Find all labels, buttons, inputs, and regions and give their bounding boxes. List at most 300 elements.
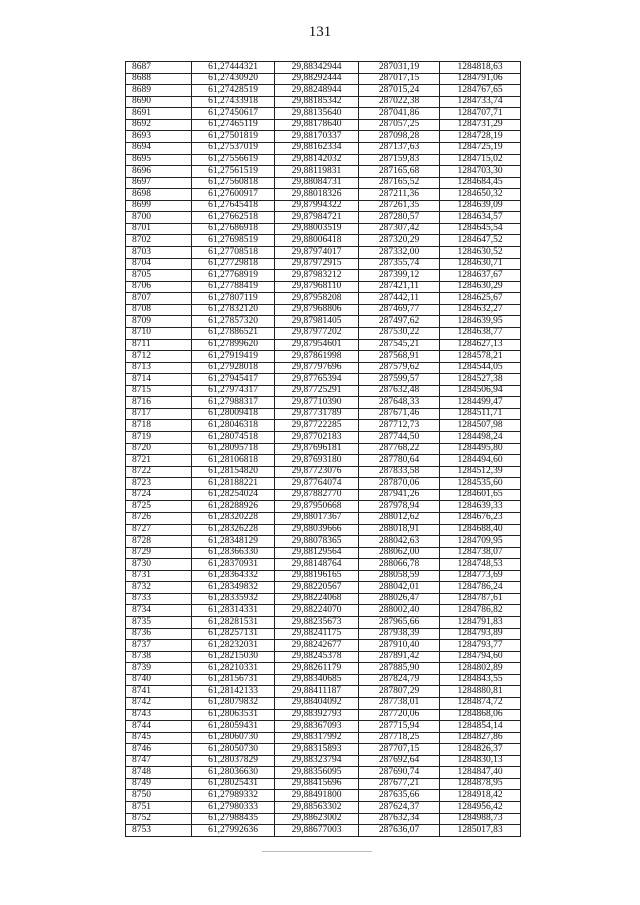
table-row [126, 640, 521, 652]
y-coordinate-cell: 1284731,29 [440, 119, 521, 131]
table-row [126, 142, 521, 154]
longitude-cell: 29,87764074 [275, 478, 359, 490]
longitude-cell: 29,88119831 [275, 166, 359, 178]
table-row [126, 790, 521, 802]
y-coordinate-cell: 1284630,71 [440, 258, 521, 270]
point-number-cell: 8696 [126, 166, 192, 178]
x-coordinate-cell: 287712,73 [359, 420, 440, 432]
x-coordinate-cell: 288062,00 [359, 547, 440, 559]
longitude-cell: 29,88084731 [275, 177, 359, 189]
longitude-cell: 29,87968806 [275, 304, 359, 316]
y-coordinate-cell: 1284703,30 [440, 166, 521, 178]
table-row [126, 536, 521, 548]
latitude-cell: 61,27708518 [192, 247, 275, 259]
longitude-cell: 29,88677003 [275, 825, 359, 837]
longitude-cell: 29,87954601 [275, 339, 359, 351]
longitude-cell: 29,88261179 [275, 663, 359, 675]
x-coordinate-cell: 287442,11 [359, 293, 440, 305]
y-coordinate-cell: 1284868,06 [440, 709, 521, 721]
x-coordinate-cell: 287720,06 [359, 709, 440, 721]
y-coordinate-cell: 1284645,54 [440, 223, 521, 235]
longitude-cell: 29,87797696 [275, 362, 359, 374]
longitude-cell: 29,88196165 [275, 570, 359, 582]
y-coordinate-cell: 1284688,40 [440, 524, 521, 536]
x-coordinate-cell: 287599,57 [359, 374, 440, 386]
latitude-cell: 61,28063531 [192, 709, 275, 721]
table-row [126, 767, 521, 779]
latitude-cell: 61,27537019 [192, 142, 275, 154]
x-coordinate-cell: 287355,74 [359, 258, 440, 270]
longitude-cell: 29,88135640 [275, 108, 359, 120]
table-row [126, 825, 521, 837]
table-row [126, 489, 521, 501]
x-coordinate-cell: 288066,78 [359, 559, 440, 571]
y-coordinate-cell: 1284715,02 [440, 154, 521, 166]
x-coordinate-cell: 287568,91 [359, 351, 440, 363]
longitude-cell: 29,87731789 [275, 408, 359, 420]
latitude-cell: 61,28074518 [192, 432, 275, 444]
latitude-cell: 61,27992636 [192, 825, 275, 837]
longitude-cell: 29,87765394 [275, 374, 359, 386]
longitude-cell: 29,88248944 [275, 85, 359, 97]
latitude-cell: 61,27788419 [192, 281, 275, 293]
x-coordinate-cell: 287017,15 [359, 73, 440, 85]
x-coordinate-cell: 287137,63 [359, 142, 440, 154]
latitude-cell: 61,28060730 [192, 732, 275, 744]
table-row [126, 778, 521, 790]
point-number-cell: 8722 [126, 466, 192, 478]
point-number-cell: 8750 [126, 790, 192, 802]
point-number-cell: 8706 [126, 281, 192, 293]
x-coordinate-cell: 287261,35 [359, 200, 440, 212]
table-row [126, 524, 521, 536]
point-number-cell: 8752 [126, 813, 192, 825]
latitude-cell: 61,27698519 [192, 235, 275, 247]
longitude-cell: 29,87950668 [275, 501, 359, 513]
table-row [126, 755, 521, 767]
latitude-cell: 61,27556619 [192, 154, 275, 166]
y-coordinate-cell: 1284527,38 [440, 374, 521, 386]
longitude-cell: 29,88491800 [275, 790, 359, 802]
table-row [126, 455, 521, 467]
longitude-cell: 29,87722285 [275, 420, 359, 432]
y-coordinate-cell: 1284507,98 [440, 420, 521, 432]
table-row [126, 339, 521, 351]
latitude-cell: 61,28046318 [192, 420, 275, 432]
x-coordinate-cell: 287399,12 [359, 270, 440, 282]
coordinates-table-body [126, 62, 521, 837]
table-row [126, 651, 521, 663]
table-row [126, 582, 521, 594]
x-coordinate-cell: 287057,25 [359, 119, 440, 131]
latitude-cell: 61,27945417 [192, 374, 275, 386]
table-row [126, 570, 521, 582]
latitude-cell: 61,28288926 [192, 501, 275, 513]
x-coordinate-cell: 287636,07 [359, 825, 440, 837]
longitude-cell: 29,88220567 [275, 582, 359, 594]
longitude-cell: 29,88224068 [275, 593, 359, 605]
point-number-cell: 8729 [126, 547, 192, 559]
y-coordinate-cell: 1284578,21 [440, 351, 521, 363]
y-coordinate-cell: 1284786,82 [440, 605, 521, 617]
table-row [126, 316, 521, 328]
table-row [126, 351, 521, 363]
latitude-cell: 61,28059431 [192, 721, 275, 733]
longitude-cell: 29,88317992 [275, 732, 359, 744]
point-number-cell: 8725 [126, 501, 192, 513]
table-row [126, 663, 521, 675]
y-coordinate-cell: 1284802,89 [440, 663, 521, 675]
x-coordinate-cell: 287938,39 [359, 628, 440, 640]
y-coordinate-cell: 1284650,32 [440, 189, 521, 201]
y-coordinate-cell: 1284627,13 [440, 339, 521, 351]
latitude-cell: 61,27886521 [192, 327, 275, 339]
longitude-cell: 29,87958208 [275, 293, 359, 305]
longitude-cell: 29,88404092 [275, 697, 359, 709]
longitude-cell: 29,87696181 [275, 443, 359, 455]
x-coordinate-cell: 287768,22 [359, 443, 440, 455]
longitude-cell: 29,87984721 [275, 212, 359, 224]
x-coordinate-cell: 288002,40 [359, 605, 440, 617]
table-row [126, 501, 521, 513]
point-number-cell: 8719 [126, 432, 192, 444]
latitude-cell: 61,27444321 [192, 62, 275, 74]
table-row [126, 443, 521, 455]
y-coordinate-cell: 1284637,67 [440, 270, 521, 282]
x-coordinate-cell: 287031,19 [359, 62, 440, 74]
x-coordinate-cell: 287910,40 [359, 640, 440, 652]
latitude-cell: 61,28037829 [192, 755, 275, 767]
y-coordinate-cell: 1284854,14 [440, 721, 521, 733]
longitude-cell: 29,87710390 [275, 397, 359, 409]
y-coordinate-cell: 1284827,86 [440, 732, 521, 744]
latitude-cell: 61,28320228 [192, 512, 275, 524]
longitude-cell: 29,88017367 [275, 512, 359, 524]
point-number-cell: 8751 [126, 802, 192, 814]
point-number-cell: 8743 [126, 709, 192, 721]
longitude-cell: 29,87972915 [275, 258, 359, 270]
point-number-cell: 8705 [126, 270, 192, 282]
y-coordinate-cell: 1284630,29 [440, 281, 521, 293]
x-coordinate-cell: 287744,50 [359, 432, 440, 444]
y-coordinate-cell: 1284791,06 [440, 73, 521, 85]
latitude-cell: 61,27919419 [192, 351, 275, 363]
latitude-cell: 61,28232031 [192, 640, 275, 652]
latitude-cell: 61,28142133 [192, 686, 275, 698]
table-row [126, 166, 521, 178]
y-coordinate-cell: 1284843,55 [440, 674, 521, 686]
point-number-cell: 8727 [126, 524, 192, 536]
latitude-cell: 61,27729818 [192, 258, 275, 270]
point-number-cell: 8721 [126, 455, 192, 467]
table-row [126, 374, 521, 386]
longitude-cell: 29,88292444 [275, 73, 359, 85]
y-coordinate-cell: 1284874,72 [440, 697, 521, 709]
point-number-cell: 8731 [126, 570, 192, 582]
longitude-cell: 29,88415696 [275, 778, 359, 790]
latitude-cell: 61,28215030 [192, 651, 275, 663]
point-number-cell: 8701 [126, 223, 192, 235]
latitude-cell: 61,27561519 [192, 166, 275, 178]
table-row [126, 686, 521, 698]
latitude-cell: 61,27501819 [192, 131, 275, 143]
latitude-cell: 61,28366330 [192, 547, 275, 559]
point-number-cell: 8746 [126, 744, 192, 756]
longitude-cell: 29,87983212 [275, 270, 359, 282]
longitude-cell: 29,88392793 [275, 709, 359, 721]
point-number-cell: 8702 [126, 235, 192, 247]
y-coordinate-cell: 1284512,39 [440, 466, 521, 478]
point-number-cell: 8694 [126, 142, 192, 154]
latitude-cell: 61,27450617 [192, 108, 275, 120]
page-number: 131 [308, 24, 332, 40]
latitude-cell: 61,28281531 [192, 617, 275, 629]
table-row [126, 108, 521, 120]
table-row [126, 547, 521, 559]
latitude-cell: 61,28364332 [192, 570, 275, 582]
latitude-cell: 61,27465119 [192, 119, 275, 131]
x-coordinate-cell: 287715,94 [359, 721, 440, 733]
y-coordinate-cell: 1284494,60 [440, 455, 521, 467]
longitude-cell: 29,88185342 [275, 96, 359, 108]
latitude-cell: 61,27974317 [192, 385, 275, 397]
y-coordinate-cell: 1284506,94 [440, 385, 521, 397]
latitude-cell: 61,28314331 [192, 605, 275, 617]
x-coordinate-cell: 287624,37 [359, 802, 440, 814]
latitude-cell: 61,27430920 [192, 73, 275, 85]
y-coordinate-cell: 1284495,80 [440, 443, 521, 455]
point-number-cell: 8735 [126, 617, 192, 629]
x-coordinate-cell: 287320,29 [359, 235, 440, 247]
table-row [126, 85, 521, 97]
latitude-cell: 61,27980333 [192, 802, 275, 814]
point-number-cell: 8687 [126, 62, 192, 74]
latitude-cell: 61,28335932 [192, 593, 275, 605]
coordinates-table [125, 61, 521, 837]
x-coordinate-cell: 287807,29 [359, 686, 440, 698]
point-number-cell: 8695 [126, 154, 192, 166]
longitude-cell: 29,88142032 [275, 154, 359, 166]
y-coordinate-cell: 1284847,40 [440, 767, 521, 779]
point-number-cell: 8749 [126, 778, 192, 790]
footer-divider [262, 851, 372, 852]
table-row [126, 327, 521, 339]
x-coordinate-cell: 287824,79 [359, 674, 440, 686]
x-coordinate-cell: 288018,91 [359, 524, 440, 536]
point-number-cell: 8736 [126, 628, 192, 640]
x-coordinate-cell: 287015,24 [359, 85, 440, 97]
y-coordinate-cell: 1284639,09 [440, 200, 521, 212]
x-coordinate-cell: 287332,00 [359, 247, 440, 259]
point-number-cell: 8715 [126, 385, 192, 397]
table-row [126, 247, 521, 259]
latitude-cell: 61,28036630 [192, 767, 275, 779]
y-coordinate-cell: 1284630,52 [440, 247, 521, 259]
table-row [126, 408, 521, 420]
point-number-cell: 8732 [126, 582, 192, 594]
longitude-cell: 29,87981405 [275, 316, 359, 328]
point-number-cell: 8720 [126, 443, 192, 455]
point-number-cell: 8747 [126, 755, 192, 767]
table-row [126, 420, 521, 432]
point-number-cell: 8693 [126, 131, 192, 143]
x-coordinate-cell: 287648,33 [359, 397, 440, 409]
longitude-cell: 29,88235673 [275, 617, 359, 629]
longitude-cell: 29,87702183 [275, 432, 359, 444]
point-number-cell: 8689 [126, 85, 192, 97]
point-number-cell: 8713 [126, 362, 192, 374]
point-number-cell: 8718 [126, 420, 192, 432]
latitude-cell: 61,28009418 [192, 408, 275, 420]
table-row [126, 385, 521, 397]
table-row [126, 744, 521, 756]
latitude-cell: 61,27600917 [192, 189, 275, 201]
latitude-cell: 61,27899620 [192, 339, 275, 351]
longitude-cell: 29,88162334 [275, 142, 359, 154]
longitude-cell: 29,88241175 [275, 628, 359, 640]
table-row [126, 96, 521, 108]
y-coordinate-cell: 1284639,33 [440, 501, 521, 513]
x-coordinate-cell: 287159,83 [359, 154, 440, 166]
latitude-cell: 61,27686918 [192, 223, 275, 235]
point-number-cell: 8710 [126, 327, 192, 339]
longitude-cell: 29,88367093 [275, 721, 359, 733]
x-coordinate-cell: 287211,36 [359, 189, 440, 201]
table-row [126, 559, 521, 571]
point-number-cell: 8723 [126, 478, 192, 490]
x-coordinate-cell: 287978,94 [359, 501, 440, 513]
point-number-cell: 8745 [126, 732, 192, 744]
y-coordinate-cell: 1284498,24 [440, 432, 521, 444]
y-coordinate-cell: 1284684,45 [440, 177, 521, 189]
longitude-cell: 29,88563302 [275, 802, 359, 814]
x-coordinate-cell: 287671,46 [359, 408, 440, 420]
x-coordinate-cell: 287718,25 [359, 732, 440, 744]
longitude-cell: 29,88078365 [275, 536, 359, 548]
latitude-cell: 61,27807119 [192, 293, 275, 305]
table-row [126, 189, 521, 201]
y-coordinate-cell: 1284725,19 [440, 142, 521, 154]
point-number-cell: 8691 [126, 108, 192, 120]
x-coordinate-cell: 287280,57 [359, 212, 440, 224]
latitude-cell: 61,27928018 [192, 362, 275, 374]
latitude-cell: 61,27433918 [192, 96, 275, 108]
y-coordinate-cell: 1284880,81 [440, 686, 521, 698]
longitude-cell: 29,87968110 [275, 281, 359, 293]
y-coordinate-cell: 1284601,65 [440, 489, 521, 501]
y-coordinate-cell: 1284830,13 [440, 755, 521, 767]
y-coordinate-cell: 1284738,07 [440, 547, 521, 559]
x-coordinate-cell: 287870,06 [359, 478, 440, 490]
point-number-cell: 8690 [126, 96, 192, 108]
latitude-cell: 61,27832120 [192, 304, 275, 316]
longitude-cell: 29,87977202 [275, 327, 359, 339]
point-number-cell: 8748 [126, 767, 192, 779]
point-number-cell: 8698 [126, 189, 192, 201]
point-number-cell: 8703 [126, 247, 192, 259]
table-row [126, 200, 521, 212]
longitude-cell: 29,87861998 [275, 351, 359, 363]
x-coordinate-cell: 287635,66 [359, 790, 440, 802]
longitude-cell: 29,88018326 [275, 189, 359, 201]
y-coordinate-cell: 1284639,95 [440, 316, 521, 328]
table-row [126, 397, 521, 409]
x-coordinate-cell: 288026,47 [359, 593, 440, 605]
y-coordinate-cell: 1284793,77 [440, 640, 521, 652]
point-number-cell: 8740 [126, 674, 192, 686]
y-coordinate-cell: 1284625,67 [440, 293, 521, 305]
y-coordinate-cell: 1284733,74 [440, 96, 521, 108]
longitude-cell: 29,87974017 [275, 247, 359, 259]
table-row [126, 512, 521, 524]
table-row [126, 270, 521, 282]
table-row [126, 62, 521, 74]
point-number-cell: 8688 [126, 73, 192, 85]
table-row [126, 674, 521, 686]
point-number-cell: 8699 [126, 200, 192, 212]
y-coordinate-cell: 1284988,73 [440, 813, 521, 825]
x-coordinate-cell: 287965,66 [359, 617, 440, 629]
longitude-cell: 29,87882770 [275, 489, 359, 501]
longitude-cell: 29,88003519 [275, 223, 359, 235]
latitude-cell: 61,28370931 [192, 559, 275, 571]
latitude-cell: 61,27989332 [192, 790, 275, 802]
latitude-cell: 61,27428519 [192, 85, 275, 97]
x-coordinate-cell: 287545,21 [359, 339, 440, 351]
latitude-cell: 61,27857320 [192, 316, 275, 328]
latitude-cell: 61,27768919 [192, 270, 275, 282]
table-row [126, 697, 521, 709]
latitude-cell: 61,28050730 [192, 744, 275, 756]
table-row [126, 802, 521, 814]
table-row [126, 293, 521, 305]
point-number-cell: 8738 [126, 651, 192, 663]
point-number-cell: 8726 [126, 512, 192, 524]
point-number-cell: 8744 [126, 721, 192, 733]
latitude-cell: 61,27560818 [192, 177, 275, 189]
longitude-cell: 29,88245378 [275, 651, 359, 663]
table-row [126, 154, 521, 166]
y-coordinate-cell: 1284748,53 [440, 559, 521, 571]
point-number-cell: 8742 [126, 697, 192, 709]
x-coordinate-cell: 287530,22 [359, 327, 440, 339]
x-coordinate-cell: 287707,15 [359, 744, 440, 756]
table-row [126, 466, 521, 478]
point-number-cell: 8712 [126, 351, 192, 363]
point-number-cell: 8730 [126, 559, 192, 571]
y-coordinate-cell: 1284676,23 [440, 512, 521, 524]
x-coordinate-cell: 287833,58 [359, 466, 440, 478]
point-number-cell: 8739 [126, 663, 192, 675]
x-coordinate-cell: 287780,64 [359, 455, 440, 467]
x-coordinate-cell: 287041,86 [359, 108, 440, 120]
point-number-cell: 8707 [126, 293, 192, 305]
longitude-cell: 29,88039666 [275, 524, 359, 536]
longitude-cell: 29,87723076 [275, 466, 359, 478]
point-number-cell: 8741 [126, 686, 192, 698]
x-coordinate-cell: 287632,48 [359, 385, 440, 397]
y-coordinate-cell: 1284773,69 [440, 570, 521, 582]
point-number-cell: 8716 [126, 397, 192, 409]
longitude-cell: 29,88323794 [275, 755, 359, 767]
latitude-cell: 61,28025431 [192, 778, 275, 790]
point-number-cell: 8692 [126, 119, 192, 131]
latitude-cell: 61,28254024 [192, 489, 275, 501]
y-coordinate-cell: 1284647,52 [440, 235, 521, 247]
latitude-cell: 61,27645418 [192, 200, 275, 212]
table-row [126, 721, 521, 733]
x-coordinate-cell: 287497,62 [359, 316, 440, 328]
